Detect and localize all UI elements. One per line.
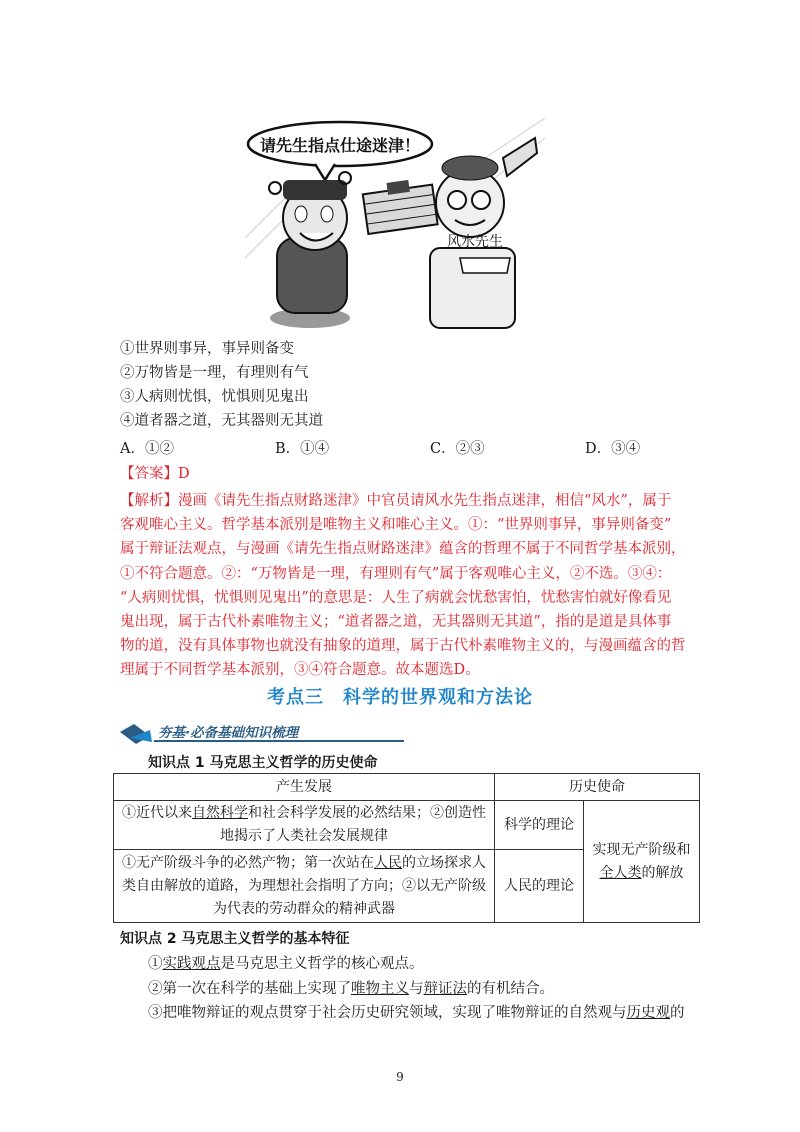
- option-4: ④道者器之道，无其器则无其道: [120, 413, 323, 429]
- table-cell-row2-mission: 人民的理论: [495, 850, 584, 923]
- cartoon-label: 风水先生: [447, 234, 503, 250]
- mission-table: [113, 773, 700, 923]
- table-header-mission: 历史使命: [495, 774, 700, 801]
- answer-line: 【答案】D: [120, 466, 190, 482]
- analysis-line: 鬼出现，属于古代朴素唯物主义；“道者器之道，无其器则无其道”，指的是道是具体事: [120, 613, 672, 630]
- section-title: 考点三 科学的世界观和方法论: [267, 687, 533, 708]
- kp1-title: 知识点 1 马克思主义哲学的历史使命: [148, 755, 378, 771]
- analysis-line: 物的道，没有具体事物也就没有抽象的道理，属于古代朴素唯物主义的，与漫画蕴含的哲: [120, 638, 686, 655]
- analysis-line: ①不符合题意。②：“万物皆是一理，有理则有气”属于客观唯心主义，②不选。③④：: [120, 565, 672, 582]
- analysis-line: 属于辩证法观点，与漫画《请先生指点财路迷津》蕴含的哲理不属于不同哲学基本派别，: [120, 541, 686, 558]
- choice-d: D．③④: [585, 441, 641, 457]
- choice-b: B．①④: [275, 441, 330, 457]
- analysis-block: [120, 489, 690, 683]
- kp2-line-1: ①实践观点是马克思主义哲学的核心观点。: [148, 956, 424, 972]
- kp2-line-2: ②第一次在科学的基础上实现了唯物主义与辩证法的有机结合。: [148, 981, 554, 997]
- kp2-title: 知识点 2 马克思主义哲学的基本特征: [120, 931, 350, 947]
- table-header-development: 产生发展: [114, 774, 495, 801]
- table-cell-row1-development: ①近代以来自然科学和社会科学发展的必然结果；②创造性 地揭示了人类社会发展规律: [114, 801, 495, 850]
- option-2: ②万物皆是一理，有理则有气: [120, 365, 309, 381]
- section-banner: 夯基·必备基础知识梳理: [158, 725, 299, 741]
- analysis-line: 【解析】漫画《请先生指点财路迷津》中官员请风水先生指点迷津，相信“风水”，属于: [120, 493, 672, 509]
- option-1: ①世界则事异，事异则备变: [120, 341, 294, 357]
- page-number: 9: [396, 1070, 404, 1084]
- table-cell-merged-mission: 实现无产阶级和 全人类的解放: [584, 801, 700, 923]
- choice-c: C．②③: [430, 441, 485, 457]
- cartoon-illustration: [245, 118, 545, 333]
- kp2-line-3: ③把唯物辩证的观点贯穿于社会历史研究领域，实现了唯物辩证的自然观与历史观的: [148, 1005, 685, 1021]
- analysis-line: 理属于不同哲学基本派别，③④符合题意。故本题选D。: [120, 662, 480, 679]
- table-cell-row2-development: ①无产阶级斗争的必然产物；第一次站在人民的立场探求人 类自由解放的道路，为理想社会指明了方向；②以无产阶级 为代表的劳动群众的精神武器: [114, 850, 495, 923]
- option-3: ③人病则忧惧，忧惧则见鬼出: [120, 389, 309, 405]
- analysis-line: 客观唯心主义。哲学基本派别是唯物主义和唯心主义。①：“世界则事异，事异则备变”: [120, 517, 672, 534]
- choice-a: A．①②: [120, 441, 174, 457]
- analysis-line: “人病则忧惧，忧惧则见鬼出”的意思是：人生了病就会忧愁害怕，忧愁害怕就好像看见: [120, 589, 672, 606]
- table-cell-row1-mission: 科学的理论: [495, 801, 584, 850]
- cartoon-speech: 请先生指点仕途迷津！: [259, 136, 421, 155]
